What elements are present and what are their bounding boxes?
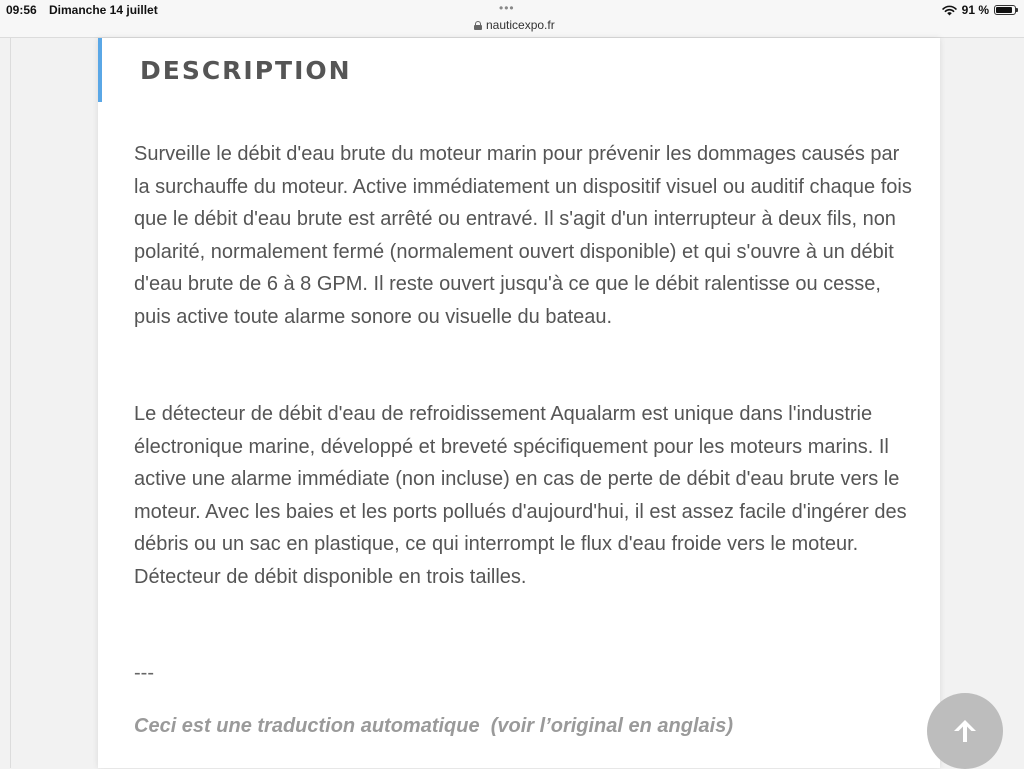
- wifi-icon: [942, 5, 957, 16]
- status-date: Dimanche 14 juillet: [49, 3, 158, 17]
- separator: ---: [134, 662, 154, 684]
- battery-fill: [996, 7, 1012, 13]
- arrow-up-icon: [950, 716, 980, 746]
- battery-icon: [994, 5, 1016, 15]
- section-heading: DESCRIPTION: [140, 56, 352, 85]
- description-paragraph-2: Le détecteur de débit d'eau de refroidissement Aqualarm est unique dans l'industrie électronique marine, développé et breveté spécifiquement pour les moteurs marins. Il active une alarme immédiate (non incluse) en cas de perte de débit d'eau brute vers le moteur. Avec les baies et les ports pollués d'aujourd'hui, il est assez facile d'ingérer des débris ou un sac en plastique, ce qui interrompt le flux d'eau froide vers le moteur. Détecteur de débit disponible en trois tailles.: [134, 403, 907, 588]
- status-indicators: [942, 3, 1016, 17]
- address-bar[interactable]: [474, 18, 555, 32]
- translation-note[interactable]: Ceci est une traduction automatique (voir l’original en anglais): [134, 715, 733, 737]
- page-edge: [10, 38, 11, 768]
- description-paragraph-1: Surveille le débit d'eau brute du moteur marin pour prévenir les dommages causés par la surchauffe du moteur. Active immédiatement un dispositif visuel ou auditif chaque fois que le débit d'eau brute est arrêté ou entravé. Il s'agit d'un interrupteur à deux fils, non polarité, normalement fermé (normalement ouvert disponible) et qui s'ouvre à un débit d'eau brute de 6 à 8 GPM. Il reste ouvert jusqu'à ce que le débit ralentisse ou cesse, puis active toute alarme sonore ou visuelle du bateau.: [134, 143, 912, 328]
- status-time: 09:56: [6, 3, 37, 17]
- scroll-to-top-button[interactable]: [927, 693, 1003, 769]
- lock-icon: [474, 21, 482, 30]
- tab-dots[interactable]: •••: [499, 1, 515, 15]
- battery-percent: 91 %: [961, 3, 989, 17]
- description-card: [98, 38, 940, 768]
- address-url: nauticexpo.fr: [486, 18, 555, 32]
- section-accent-bar: [98, 38, 102, 102]
- status-bar: [0, 0, 1024, 38]
